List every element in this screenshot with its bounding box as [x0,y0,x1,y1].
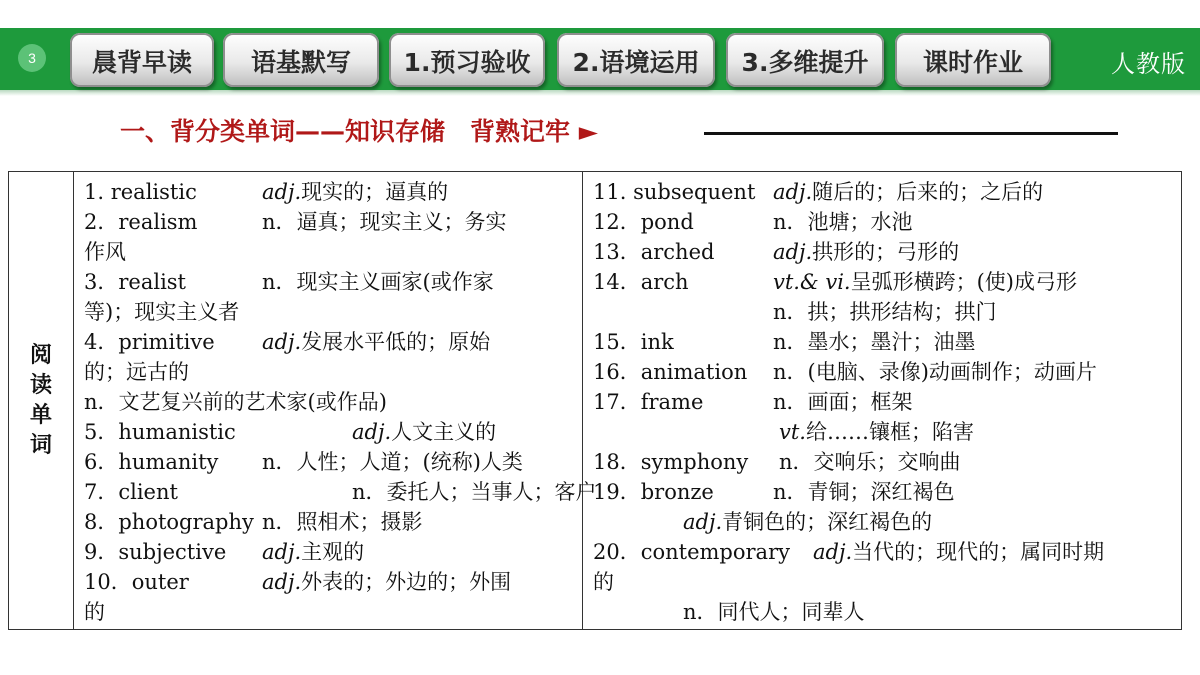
right-entry [593,327,1175,357]
word-headword: 4．primitive [84,330,215,354]
part-of-speech: adj. [773,180,813,204]
part-of-speech: adj. [352,420,392,444]
section-title-underline [704,132,1118,135]
word-headword: 19．bronze [593,480,714,504]
word-definition: n．同代人；同辈人 [683,600,865,624]
word-definition: adj.现实的；逼真的 [262,180,449,204]
word-definition: n．池塘；水池 [773,210,913,234]
right-entry [593,237,1175,267]
word-definition: n．画面；框架 [773,390,913,414]
right-entry [593,207,1175,237]
word-headword: 18．symphony [593,450,749,474]
page-number: 3 [28,50,36,66]
word-headword: 2．realism [84,210,198,234]
left-entry [84,477,597,507]
left-column [74,172,597,630]
word-definition: n．墨水；墨汁；油墨 [773,330,976,354]
left-entry [84,177,576,207]
vocabulary-table [8,171,1182,630]
tab-label: 课时作业 [922,48,1023,77]
part-of-speech: adj. [262,180,302,204]
left-entry [84,267,576,297]
part-of-speech: adj. [773,240,813,264]
left-entry [84,387,576,417]
side-label: 阅读单词 [29,342,52,458]
right-entry [593,267,1175,297]
word-headword: 11. subsequent [593,180,756,204]
right-word-list [583,172,1181,627]
definition-continuation: 等)；现实主义者 [84,300,240,324]
part-of-speech: vt. [779,420,806,444]
word-definition: adj.发展水平低的；原始 [262,330,491,354]
word-headword: 20．contemporary [593,540,790,564]
word-headword: 14．arch [593,270,689,294]
publisher-label: 人教版 [1111,50,1186,78]
left-entry [84,567,576,597]
word-definition: n．逼真；现实主义；务实 [262,210,507,234]
word-definition: adj.外表的；外边的；外围 [262,570,512,594]
left-word-list [74,172,597,627]
right-column [583,172,1182,630]
tab-homework[interactable] [895,33,1051,87]
word-definition: adj.人文主义的 [352,420,497,444]
right-entry [593,507,1175,537]
tab-multi-improve[interactable] [726,33,884,87]
tab-preview-check[interactable] [389,33,545,87]
word-definition: n．现实主义画家(或作家 [262,270,494,294]
tab-context-use[interactable] [557,33,715,87]
tab-morning-reading[interactable] [70,33,214,87]
word-definition: n．委托人；当事人；客户 [352,480,597,504]
word-headword: 1. realistic [84,180,197,204]
word-headword: 5．humanistic [84,420,236,444]
definition-continuation: 作风 [84,240,126,264]
word-definition: adj.当代的；现代的；属同时期 [813,540,1105,564]
right-entry [593,477,1175,507]
left-entry [84,507,576,537]
word-headword: 6．humanity [84,450,219,474]
word-headword: 3．realist [84,270,186,294]
part-of-speech: adj. [262,330,302,354]
word-definition: adj.拱形的；弓形的 [773,240,960,264]
right-entry [593,297,1175,327]
section-title: 一、背分类单词——知识存储 背熟记牢 ► [120,117,598,146]
word-headword: 15．ink [593,330,674,354]
part-of-speech: adj. [262,570,302,594]
tab-label: 晨背早读 [91,48,192,77]
right-entry [593,537,1175,567]
word-definition: n．交响乐；交响曲 [779,450,961,474]
right-entry [593,597,1175,627]
word-definition: vt.给……镶框；陷害 [779,420,974,444]
left-entry [84,327,576,357]
left-entry [84,207,576,237]
part-of-speech: adj. [262,540,302,564]
word-definition: n．人性；人道；(统称)人类 [262,450,523,474]
page-number-badge [18,44,46,72]
right-entry [593,417,1175,447]
definition-continuation: 的 [593,570,614,594]
part-of-speech: adj. [813,540,853,564]
word-headword: 7．client [84,480,178,504]
word-definition: adj.主观的 [262,540,365,564]
word-headword: 8．photography [84,510,254,534]
left-entry [84,447,576,477]
word-definition: adj.青铜色的；深红褐色的 [683,510,933,534]
word-definition: n．照相术；摄影 [262,510,423,534]
word-headword: 13．arched [593,240,715,264]
right-entry [593,387,1175,417]
word-definition: vt.& vi.呈弧形横跨；(使)成弓形 [773,270,1077,294]
right-entry [593,177,1175,207]
tab-basic-dictation[interactable] [223,33,379,87]
word-headword: 16．animation [593,360,748,384]
word-headword: 17．frame [593,390,704,414]
definition-continuation: 的 [84,600,105,624]
word-definition: adj.随后的；后来的；之后的 [773,180,1044,204]
word-headword: 9．subjective [84,540,227,564]
tab-label: 2.语境运用 [572,48,700,77]
right-entry [593,357,1175,387]
word-definition: n．(电脑、录像)动画制作；动画片 [773,360,1097,384]
side-label-cell [9,172,74,630]
top-bar-shadow [0,90,1200,96]
part-of-speech: vt.& vi. [773,270,851,294]
word-headword: 10．outer [84,570,189,594]
tab-label: 3.多维提升 [741,48,869,77]
part-of-speech: adj. [683,510,723,534]
tab-label: 语基默写 [250,48,351,77]
left-entry [84,537,576,567]
right-entry [593,447,1175,477]
word-headword: 12．pond [593,210,694,234]
word-definition: n．青铜；深红褐色 [773,480,955,504]
left-entry [84,417,576,447]
definition-continuation: 的；远古的 [84,360,189,384]
word-definition: n．拱；拱形结构；拱门 [773,300,997,324]
tab-label: 1.预习验收 [403,48,531,77]
word-headword: n．文艺复兴前的艺术家(或作品) [84,390,387,414]
